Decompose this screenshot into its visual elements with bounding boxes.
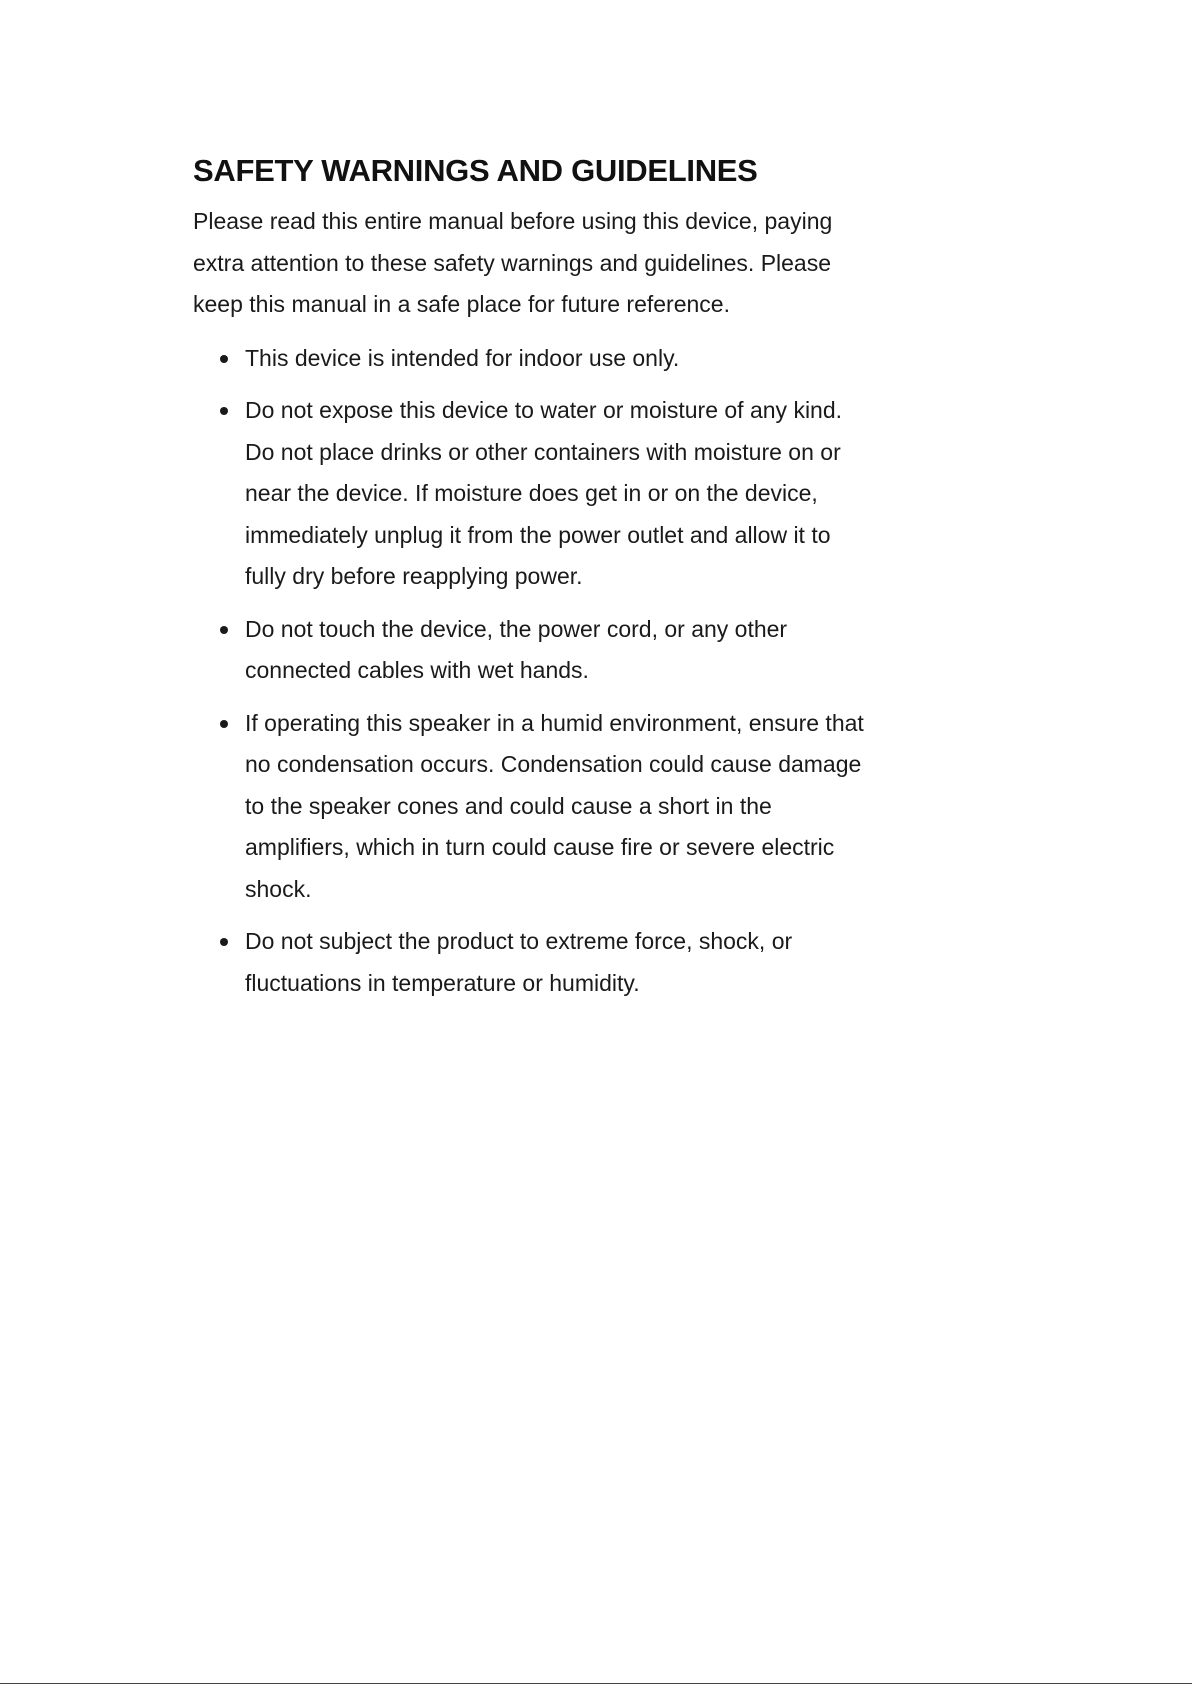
bullet-item-moisture [193,390,865,598]
intro-paragraph: Please read this entire manual before using this device, paying extra attention to these safety warnings and guidelines. Please keep this manual in a safe place for future reference. [193,208,833,318]
bullet-dot-icon [220,355,228,363]
document-content [193,152,873,1015]
bullet-dot-icon [220,720,228,728]
safety-bullet-list [193,338,873,1005]
bullet-dot-icon [220,407,228,415]
page-title: SAFETY WARNINGS AND GUIDELINES [193,153,758,188]
bullet-item-humidity [193,703,865,911]
page-bottom-border [0,1683,1192,1684]
bullet-item-extreme-force [193,921,865,1004]
bullet-text: Do not touch the device, the power cord, or any other connected cables with wet hands. [245,615,788,684]
bullet-text: This device is intended for indoor use only. [245,344,680,371]
bullet-item-indoor-use [193,338,865,380]
bullet-text: If operating this speaker in a humid environment, ensure that no condensation occurs. Condensation could cause damage to the speaker cones and could cause a short in the amplifiers, which in turn could cause fire or severe electric shock. [245,709,864,902]
bullet-dot-icon [220,626,228,634]
bullet-text: Do not subject the product to extreme force, shock, or fluctuations in temperature or humidity. [245,928,793,996]
bullet-dot-icon [220,938,228,946]
bullet-item-wet-hands [193,609,865,692]
bullet-text: Do not expose this device to water or moisture of any kind. Do not place drinks or other containers with moisture on or near the device. If moisture does get in or on the device, immediately unplug it from the power outlet and allow it to fully dry before reapplying power. [245,397,843,590]
